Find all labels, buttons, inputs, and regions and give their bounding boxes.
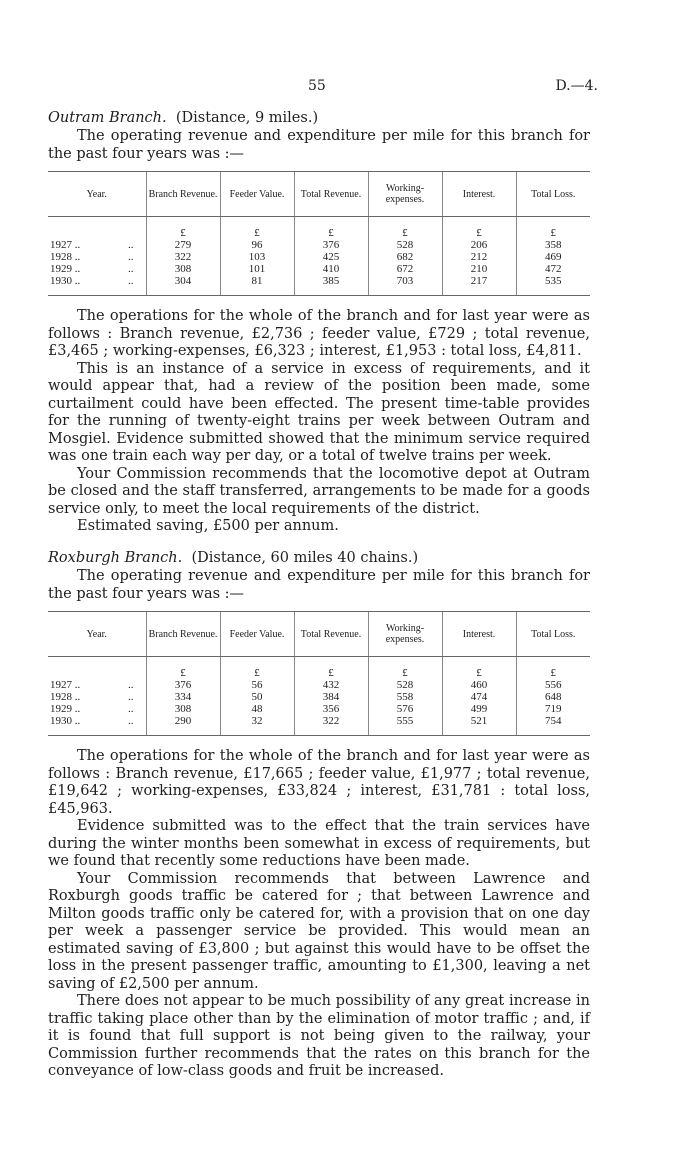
year-cell: 1929 .. ..	[50, 703, 134, 715]
working-expenses-cell: 558	[368, 691, 442, 703]
header-total-loss: Total Loss.	[516, 612, 590, 657]
total-loss-cell: 719	[516, 703, 590, 715]
year-value: 1930	[50, 275, 72, 287]
page-number: 55	[308, 78, 326, 94]
table-row	[48, 263, 590, 275]
total-loss-cell: 754	[516, 715, 590, 736]
header-year: Year.	[48, 612, 146, 657]
year-cell: 1927 .. ..	[50, 239, 134, 251]
header-interest: Interest.	[442, 612, 516, 657]
header-total-revenue: Total Revenue.	[294, 612, 368, 657]
interest-cell: 460	[442, 679, 516, 691]
working-expenses-cell: 555	[368, 715, 442, 736]
table-header-row	[48, 172, 590, 217]
branch-revenue-cell: 334	[146, 691, 220, 703]
year-value: 1929	[50, 263, 72, 275]
document-reference: D.—4.	[555, 78, 598, 94]
total-loss-cell: 556	[516, 679, 590, 691]
feeder-value-cell: 101	[220, 263, 294, 275]
feeder-value-cell: 32	[220, 715, 294, 736]
outram-distance: (Distance, 9 miles.)	[175, 110, 319, 126]
table-row	[48, 691, 590, 703]
unit-cell: £	[516, 217, 590, 240]
branch-revenue-cell: 304	[146, 275, 220, 296]
feeder-value-cell: 96	[220, 239, 294, 251]
year-cell: 1930 .. ..	[48, 275, 146, 296]
header-working-expenses: Working-expenses.	[368, 612, 442, 657]
working-expenses-cell: 528	[368, 239, 442, 251]
table-row	[48, 239, 590, 251]
total-loss-cell: 472	[516, 263, 590, 275]
total-revenue-cell: 384	[294, 691, 368, 703]
header-year: Year.	[48, 172, 146, 217]
outram-branch-name: Outram Branch.	[48, 110, 167, 126]
total-revenue-cell: 356	[294, 703, 368, 715]
roxburgh-paragraph-totals: The operations for the whole of the branch and for last year were as follows : Branch revenue, £17,665 ; feeder value, £1,977 ; total revenue, £19,642 ; working-expenses, £33,824 ; interest, £31,781 : total loss, £45,963.	[48, 748, 590, 817]
roxburgh-paragraph-rates: There does not appear to be much possibility of any great increase in traffic taking place other than by the elimination of motor traffic ; and, if it is found that full support is not being given to the railway, your Commission further recommends that the rates on this branch for the conveyance of low-class goods and fruit be increased.	[48, 993, 590, 1079]
table-row	[48, 679, 590, 691]
year-value: 1930	[50, 715, 72, 727]
roxburgh-branch-name: Roxburgh Branch.	[48, 550, 183, 566]
interest-cell: 217	[442, 275, 516, 296]
table-row	[48, 251, 590, 263]
branch-revenue-cell: 376	[146, 679, 220, 691]
outram-branch-section	[48, 108, 590, 536]
table-row	[48, 703, 590, 715]
header-interest: Interest.	[442, 172, 516, 217]
year-value: 1929	[50, 703, 72, 715]
unit-cell: £	[516, 657, 590, 680]
unit-cell: £	[442, 217, 516, 240]
year-cell: 1928 .. ..	[50, 251, 134, 263]
table-row	[48, 715, 590, 736]
page-header	[0, 78, 700, 98]
interest-cell: 499	[442, 703, 516, 715]
total-revenue-cell: 322	[294, 715, 368, 736]
working-expenses-cell: 682	[368, 251, 442, 263]
interest-cell: 212	[442, 251, 516, 263]
feeder-value-cell: 81	[220, 275, 294, 296]
outram-paragraph-totals: The operations for the whole of the branch and for last year were as follows : Branch revenue, £2,736 ; feeder value, £729 ; total revenue, £3,465 ; working-expenses, £6,323 ; interest, £1,953 : total loss, £4,811.	[48, 308, 590, 359]
interest-cell: 206	[442, 239, 516, 251]
branch-revenue-cell: 308	[146, 703, 220, 715]
unit-cell: £	[368, 217, 442, 240]
header-total-loss: Total Loss.	[516, 172, 590, 217]
total-revenue-cell: 432	[294, 679, 368, 691]
header-feeder-value: Feeder Value.	[220, 612, 294, 657]
feeder-value-cell: 50	[220, 691, 294, 703]
roxburgh-revenue-table	[48, 611, 590, 736]
outram-intro: The operating revenue and expenditure per mile for this branch for the past four years was :—	[48, 128, 590, 162]
working-expenses-cell: 703	[368, 275, 442, 296]
branch-revenue-cell: 322	[146, 251, 220, 263]
working-expenses-cell: 672	[368, 263, 442, 275]
outram-paragraph-service: This is an instance of a service in excess of requirements, and it would appear that, had a review of the position been made, some curtailment could have been effected. The present time-table provides for the running of twenty-eight trains per week between Outram and Mosgiel. Evidence submitted showed that the minimum service required was one train each way per day, or a total of twelve trains per week.	[48, 360, 590, 464]
outram-paragraph-saving: Estimated saving, £500 per annum.	[77, 518, 339, 534]
header-total-revenue: Total Revenue.	[294, 172, 368, 217]
roxburgh-branch-section	[48, 548, 590, 1081]
feeder-value-cell: 56	[220, 679, 294, 691]
roxburgh-distance: (Distance, 60 miles 40 chains.)	[191, 550, 419, 566]
unit-cell	[48, 217, 146, 240]
year-cell: 1928 .. ..	[50, 691, 134, 703]
interest-cell: 474	[442, 691, 516, 703]
units-row	[48, 657, 590, 680]
roxburgh-intro: The operating revenue and expenditure per mile for this branch for the past four years was :—	[48, 568, 590, 602]
total-revenue-cell: 385	[294, 275, 368, 296]
roxburgh-heading	[48, 548, 590, 568]
unit-cell: £	[368, 657, 442, 680]
outram-revenue-table	[48, 171, 590, 296]
header-branch-revenue: Branch Revenue.	[146, 172, 220, 217]
year-value: 1927	[50, 679, 72, 691]
outram-paragraph-recommendation: Your Commission recommends that the locomotive depot at Outram be closed and the staff transferred, arrangements to be made for a goods service only, to meet the local requirements of the district.	[48, 465, 590, 517]
feeder-value-cell: 103	[220, 251, 294, 263]
year-cell: 1929 .. ..	[50, 263, 134, 275]
working-expenses-cell: 576	[368, 703, 442, 715]
header-working-expenses: Working-expenses.	[368, 172, 442, 217]
year-value: 1928	[50, 691, 72, 703]
unit-cell: £	[220, 217, 294, 240]
outram-heading	[48, 108, 590, 128]
branch-revenue-cell: 308	[146, 263, 220, 275]
working-expenses-cell: 528	[368, 679, 442, 691]
roxburgh-paragraph-recommendation: Your Commission recommends that between Lawrence and Roxburgh goods traffic be catered for ; that between Lawrence and Milton goods traffic only be catered for, with a provision that on one day per week a passenger service be provided. This would mean an estimated saving of £3,800 ; but against this would have to be offset the loss in the present passenger traffic, amounting to £1,300, leaving a net saving of £2,500 per annum.	[48, 870, 590, 992]
year-value: 1928	[50, 251, 72, 263]
total-loss-cell: 469	[516, 251, 590, 263]
unit-cell: £	[294, 217, 368, 240]
unit-cell	[48, 657, 146, 680]
total-revenue-cell: 410	[294, 263, 368, 275]
interest-cell: 521	[442, 715, 516, 736]
interest-cell: 210	[442, 263, 516, 275]
total-revenue-cell: 376	[294, 239, 368, 251]
feeder-value-cell: 48	[220, 703, 294, 715]
total-revenue-cell: 425	[294, 251, 368, 263]
unit-cell: £	[146, 217, 220, 240]
total-loss-cell: 535	[516, 275, 590, 296]
roxburgh-paragraph-evidence: Evidence submitted was to the effect that the train services have during the winter months been somewhat in excess of requirements, but we found that recently some reductions have been made.	[48, 818, 590, 869]
branch-revenue-cell: 279	[146, 239, 220, 251]
total-loss-cell: 358	[516, 239, 590, 251]
year-cell: 1927 .. ..	[50, 679, 134, 691]
header-feeder-value: Feeder Value.	[220, 172, 294, 217]
year-cell: 1930 .. ..	[48, 715, 146, 736]
unit-cell: £	[146, 657, 220, 680]
branch-revenue-cell: 290	[146, 715, 220, 736]
total-loss-cell: 648	[516, 691, 590, 703]
unit-cell: £	[442, 657, 516, 680]
table-row	[48, 275, 590, 296]
unit-cell: £	[220, 657, 294, 680]
header-branch-revenue: Branch Revenue.	[146, 612, 220, 657]
year-value: 1927	[50, 239, 72, 251]
units-row	[48, 217, 590, 240]
unit-cell: £	[294, 657, 368, 680]
table-header-row	[48, 612, 590, 657]
